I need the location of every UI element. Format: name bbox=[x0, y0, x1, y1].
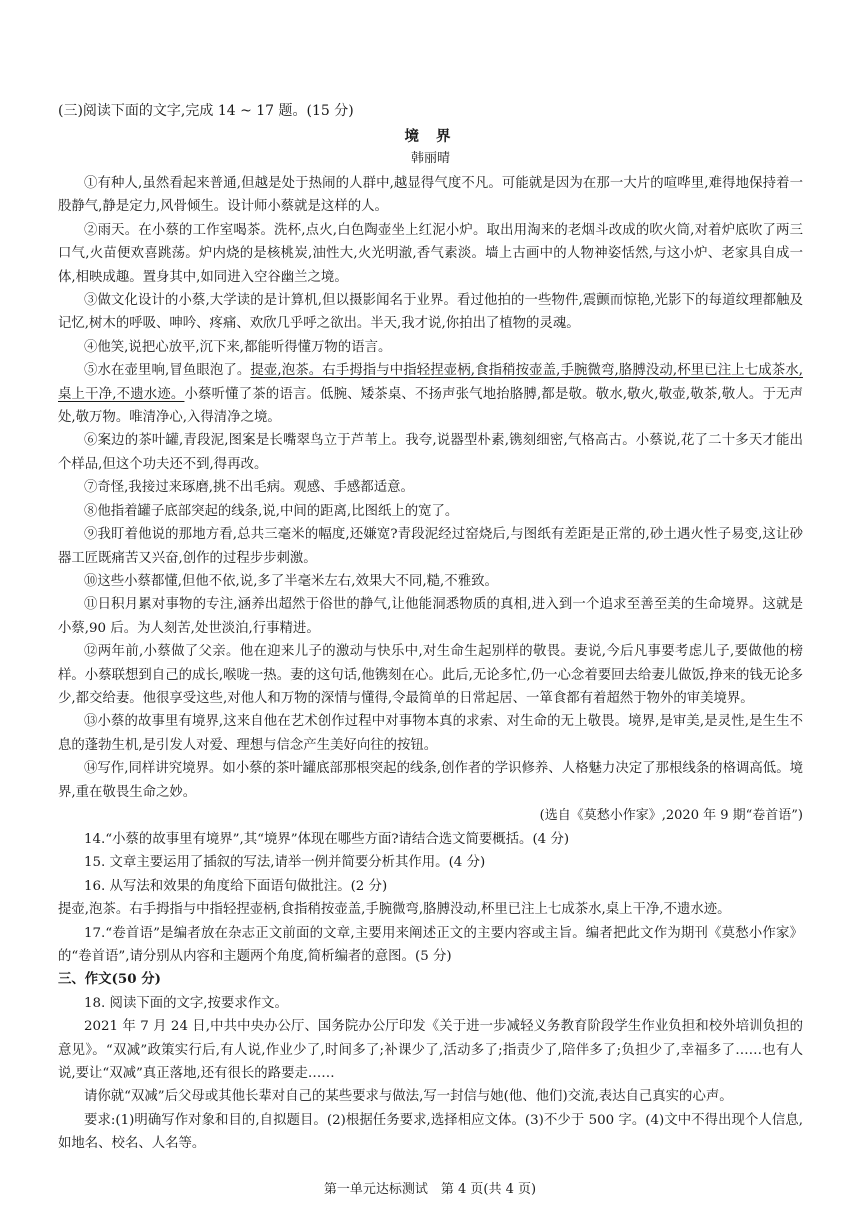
question-18: 18. 阅读下面的文字,按要求作文。 bbox=[84, 995, 288, 1011]
writing-heading: 三、作文(50 分) bbox=[58, 971, 161, 988]
paragraph-5-tail: 小蔡听懂了茶的语言。低腕、矮茶桌、不扬声张气地抬胳膊,都是敬。敬水,敬火,敬壶,敬茶,敬人。于无声处,敬万物。唯清净心,入得清净之境。 bbox=[58, 386, 803, 426]
section-heading: (三)阅读下面的文字,完成 14 ~ 17 题。(15 分) bbox=[58, 103, 354, 119]
question-17: 17.“卷首语”是编者放在杂志正文前面的文章,主要用来阐述正文的主要内容或主旨。编者把此文作为期刊《莫愁小作家》的“卷首语”,请分别从内容和主题两个角度,简析编者的意图。(5 分) bbox=[58, 925, 803, 964]
paragraph-10: ⑩这些小蔡都懂,但他不依,说,多了半毫米左右,效果大不同,糙,不雅致。 bbox=[84, 573, 498, 589]
article-author: 韩丽晴 bbox=[410, 151, 450, 166]
writing-requirements: 要求:(1)明确写作对象和目的,自拟题目。(2)根据任务要求,选择相应文体。(3)不少于 500 字。(4)文中不得出现个人信息,如地名、校名、人名等。 bbox=[58, 1112, 803, 1152]
paragraph-4: ④他笑,说把心放平,沉下来,都能听得懂万物的语言。 bbox=[84, 339, 392, 355]
writing-material: 2021 年 7 月 24 日,中共中央办公厅、国务院办公厅印发《关于进一步减轻义务教育阶段学生作业负担和校外培训负担的意见》。“双减”政策实行后,有人说,作业少了,时间多了;补课少了,活动多了;指责少了,陪伴多了;负担少了,幸福多了……也有人说,要让“双减”真正落地,还有很长的路要走…… bbox=[58, 1019, 803, 1082]
paragraph-5-num: ⑤ bbox=[84, 363, 98, 379]
paragraph-8: ⑧他指着罐子底部突起的线条,说,中间的距离,比图纸上的宽了。 bbox=[84, 503, 459, 519]
paragraph-12: ⑫两年前,小蔡做了父亲。他在迎来儿子的激动与快乐中,对生命生起别样的敬畏。妻说,今后凡事要考虑儿子,要做他的榜样。小蔡联想到自己的成长,喉咙一热。妻的这句话,他镌刻在心。此后,无论多忙,仍一心念着要回去给妻儿做饭,挣来的钱无论多少,都交给妻。他很享受这些,对他人和万物的深情与懂得,令最简单的日常起居、一箪食都有着超然于物外的审美境界。 bbox=[58, 644, 803, 706]
paragraph-11: ⑪日积月累对事物的专注,涵养出超然于俗世的静气,让他能洞悉物质的真相,进入到一个追求至善至美的生命境界。这就是小蔡,90 后。为人刻苦,处世淡泊,行事精进。 bbox=[58, 597, 803, 636]
paragraph-14: ⑭写作,同样讲究境界。如小蔡的茶叶罐底部那根突起的线条,创作者的学识修养、人格魅力决定了那根线条的格调高低。境界,重在敬畏生命之妙。 bbox=[58, 761, 803, 800]
paragraph-5 bbox=[58, 359, 803, 429]
article-title: 境 界 bbox=[404, 128, 457, 145]
question-14: 14.“小蔡的故事里有境界”,其“境界”体现在哪些方面?请结合选文简要概括。(4 分) bbox=[84, 831, 570, 847]
paragraph-9: ⑨我盯着他说的那地方看,总共三毫米的幅度,还嫌宽?青段泥经过窑烧后,与图纸有差距是正常的,砂土遇火性子易变,这让砂器工匠既痛苦又兴奋,创作的过程步步刺激。 bbox=[58, 527, 803, 566]
exam-page bbox=[58, 100, 803, 1156]
question-15: 15. 文章主要运用了插叙的写法,请举一例并简要分析其作用。(4 分) bbox=[84, 855, 486, 871]
paragraph-13: ⑬小蔡的故事里有境界,这来自他在艺术创作过程中对事物本真的求索、对生命的无上敬畏。境界,是审美,是灵性,是生生不息的蓬勃生机,是引发人对爱、理想与信念产生美好向往的按钮。 bbox=[58, 714, 803, 753]
paragraph-3: ③做文化设计的小蔡,大学读的是计算机,但以摄影闻名于业界。看过他拍的一些物件,震颤而惊艳,光影下的每道纹理都触及记忆,树木的呼吸、呻吟、疼痛、欢欣几乎呼之欲出。半天,我才说,你拍出了植物的灵魂。 bbox=[58, 293, 803, 332]
paragraph-7: ⑦奇怪,我接过来琢磨,挑不出毛病。观感、手感都适意。 bbox=[84, 480, 414, 496]
question-16-quote: 提壶,泡茶。右手拇指与中指轻捏壶柄,食指稍按壶盖,手腕微弯,胳膊没动,杯里已注上七成茶水,桌上干净,不遗水迹。 bbox=[58, 902, 731, 918]
paragraph-2: ②雨天。在小蔡的工作室喝茶。洗杯,点火,白色陶壶坐上红泥小炉。取出用淘来的老烟斗改成的吹火筒,对着炉底吹了两三口气,火苗便欢喜跳荡。炉内烧的是核桃炭,油性大,火光明澈,香气素淡。墙上古画中的人物神姿恬然,与这小炉、老家具自成一体,相映成趣。置身其中,如同进入空谷幽兰之境。 bbox=[58, 222, 803, 285]
question-16: 16. 从写法和效果的角度给下面语句做批注。(2 分) bbox=[84, 878, 388, 894]
paragraph-6: ⑥案边的茶叶罐,青段泥,图案是长嘴翠鸟立于芦苇上。我夸,说器型朴素,镌刻细密,气格高古。小蔡说,花了二十多天才能出个样品,但这个功夫还不到,得再改。 bbox=[58, 433, 803, 472]
writing-task: 请你就“双减”后父母或其他长辈对自己的某些要求与做法,写一封信与她(他、他们)交流,表达自己真实的心声。 bbox=[84, 1089, 733, 1105]
paragraph-5-lead: 水在壶里响,冒鱼眼泡了。 bbox=[97, 363, 251, 379]
article-source: (选自《莫愁小作家》,2020 年 9 期“卷首语”) bbox=[539, 807, 803, 823]
paragraph-5-underlined: 提壶,泡茶。右手拇指与中指轻捏壶柄,食指稍按壶盖,手腕微弯,胳膊没动,杯里已注上七成茶水,桌上干净,不遗水迹。 bbox=[58, 363, 803, 402]
page-footer: 第一单元达标测试 第 4 页(共 4 页) bbox=[323, 1182, 537, 1197]
paragraph-1: ①有种人,虽然看起来普通,但越是处于热闹的人群中,越显得气度不凡。可能就是因为在那一大片的喧哗里,难得地保持着一股静气,静是定力,风骨倾生。设计师小蔡就是这样的人。 bbox=[58, 176, 803, 215]
